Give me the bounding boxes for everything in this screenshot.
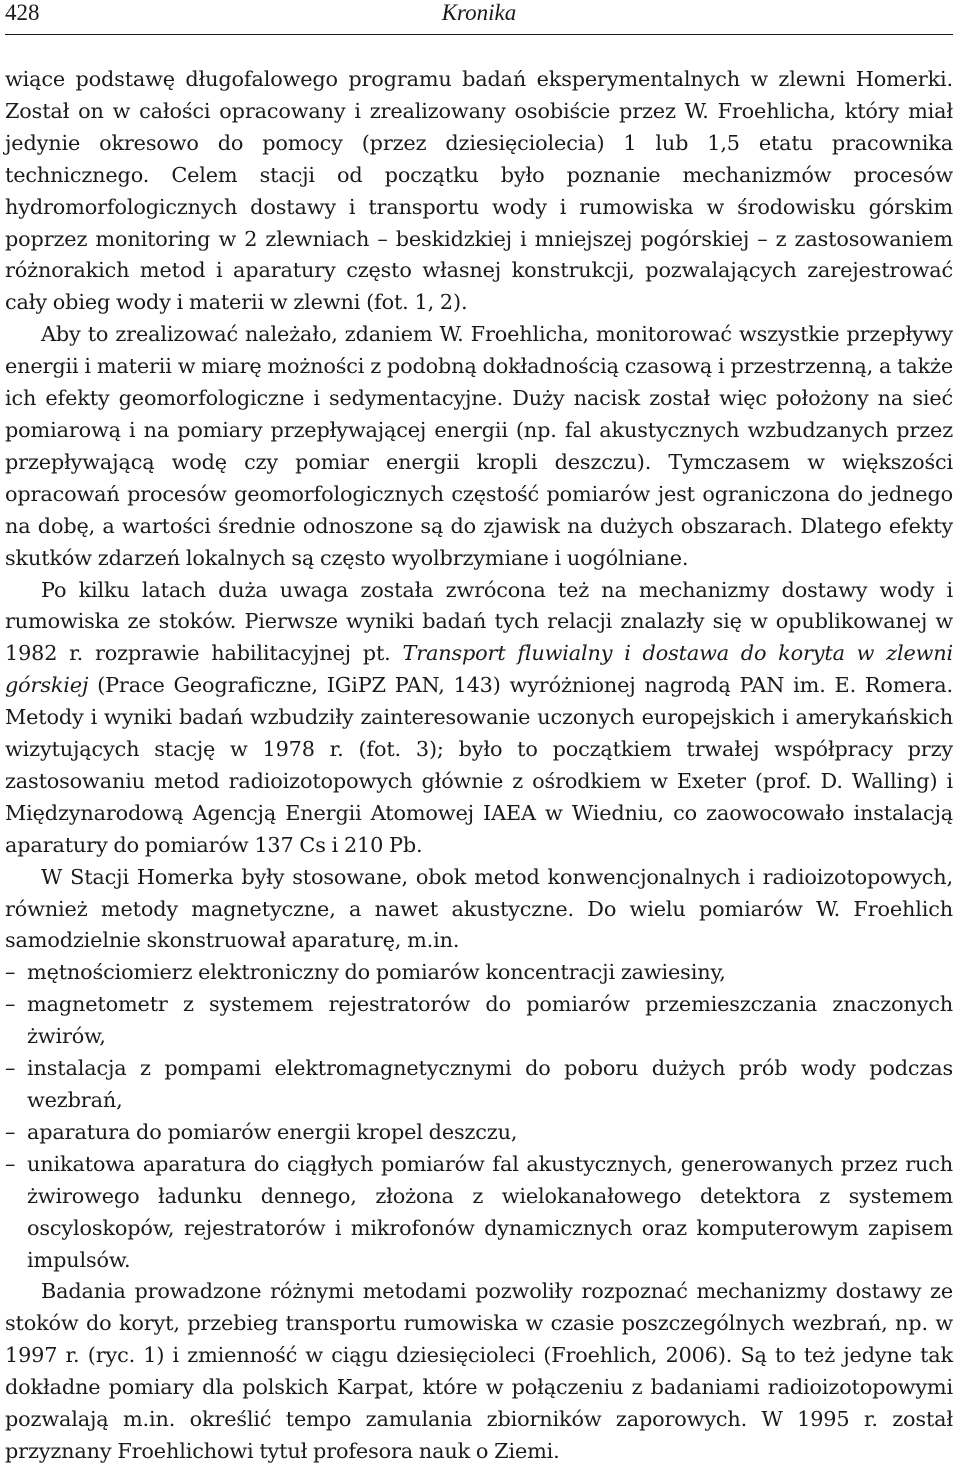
list-item bbox=[5, 1053, 953, 1117]
list-dash: – bbox=[5, 992, 16, 1017]
equipment-list bbox=[5, 957, 953, 1276]
list-item-text: magnetometr z systemem rejestratorów do pomiarów przemieszczania znaczonych żwirów, bbox=[27, 992, 953, 1049]
body-text bbox=[5, 64, 953, 1468]
list-dash: – bbox=[5, 960, 16, 985]
list-dash: – bbox=[5, 1056, 16, 1081]
publication-title: Transport fluwialny i dostawa do koryta w zlewni górskiej bbox=[5, 641, 953, 698]
paragraph-3-text-start: Po kilku latach duża uwaga została zwrócona też na mechanizmy dostawy wody i rumowiska ze stoków. Pierwsze wyniki badań tych relacji znalazły się w opublikowanej w 1982 r. rozprawie habilitacyjnej pt. bbox=[5, 577, 953, 666]
paragraph-5: Badania prowadzone różnymi metodami pozwoliły rozpoznać mechanizmy dostawy ze stoków do koryt, przebieg transportu rumowiska w czasie poszczególnych wezbrań, np. w 1997 r. (ryc. 1) i zmienność w ciągu dziesięcioleci (Froehlich, 2006). Są to też jedyne tak dokładne pomiary dla polskich Karpat, które w połączeniu z badaniami radioizotopowymi pozwalają m.in. określić tempo zamulania zbiorników zaporowych. W 1995 r. został przyznany Froehlichowi tytuł profesora nauk o Ziemi. bbox=[5, 1279, 953, 1463]
list-dash: – bbox=[5, 1151, 16, 1176]
paragraph-1: wiące podstawę długofalowego programu badań eksperymentalnych w zlewni Homerki. Został on w całości opracowany i zrealizowany osobiście przez W. Froehlicha, który miał jedynie okresowo do pomocy (przez dziesięciolecia) 1 lub 1,5 etatu pracownika technicznego. Celem stacji od początku było poznanie mechanizmów procesów hydromorfologicznych dostawy i transportu wody i rumowiska w środowisku górskim poprzez monitoring w 2 zlewniach – beskidzkiej i mniejszej pogórskiej – z zastosowaniem różnorakich metod i aparatury często własnej konstrukcji, pozwalających zarejestrować cały obieg wody i materii w zlewni (fot. 1, 2). bbox=[5, 67, 953, 315]
list-dash: – bbox=[5, 1119, 16, 1144]
list-item bbox=[5, 1117, 953, 1149]
paragraph-3 bbox=[5, 575, 953, 862]
paragraph-2: Aby to zrealizować należało, zdaniem W. Froehlicha, monitorować wszystkie przepływy energii i materii w miarę możności z podobną dokładnością czasową i przestrzenną, a także ich efekty geomorfologiczne i sedymentacyjne. Duży nacisk został więc położony na sieć pomiarową i na pomiary przepływającej energii (np. fal akustycznych wzbudzanych przez przepływającą wodę czy pomiar energii kropli deszczu). Tymczasem w większości opracowań procesów geomorfologicznych częstość pomiarów jest ograniczona do jednego na dobę, a wartości średnie odnoszone są do zjawisk na dużych obszarach. Dlatego efekty skutków zdarzeń lokalnych są często wyolbrzymiane i uogólniane. bbox=[5, 322, 953, 570]
document-page bbox=[5, 0, 953, 1463]
running-header bbox=[5, 0, 953, 35]
list-item bbox=[5, 957, 953, 989]
list-item bbox=[5, 989, 953, 1053]
section-title: Kronika bbox=[441, 0, 517, 25]
list-item-text: mętnościomierz elektroniczny do pomiarów koncentracji zawiesiny, bbox=[27, 960, 726, 985]
list-item-text: aparatura do pomiarów energii kropel deszczu, bbox=[27, 1119, 518, 1144]
paragraph-4: W Stacji Homerka były stosowane, obok metod konwencjonalnych i radioizotopowych, również metody magnetyczne, a nawet akustyczne. Do wielu pomiarów W. Froehlich samodzielnie skonstruował aparaturę, m.in. bbox=[5, 864, 953, 953]
page-number: 428 bbox=[5, 0, 40, 25]
paragraph-3-text-end: (Prace Geograficzne, IGiPZ PAN, 143) wyróżnionej nagrodą PAN im. E. Romera. Metody i wyniki badań wzbudziły zainteresowanie uczonych europejskich i amerykańskich wizytujących stację w 1978 r. (fot. 3); było to początkiem trwałej współpracy przy zastosowaniu metod radioizotopowych głównie z ośrodkiem w Exeter (prof. D. Walling) i Międzynarodową Agencją Energii Atomowej IAEA w Wiedniu, co zaowocowało instalacją aparatury do pomiarów 137 Cs i 210 Pb. bbox=[5, 673, 953, 857]
list-item bbox=[5, 1149, 953, 1277]
list-item-text: instalacja z pompami elektromagnetycznymi do poboru dużych prób wody podczas wezbrań, bbox=[27, 1056, 953, 1112]
list-item-text: unikatowa aparatura do ciągłych pomiarów fal akustycznych, generowanych przez ruch żwirowego ładunku dennego, złożona z wielokanałowego detektora z systemem oscyloskopów, rejestratorów i mikrofonów dynamicznych oraz komputerowym zapisem impulsów. bbox=[27, 1151, 953, 1272]
